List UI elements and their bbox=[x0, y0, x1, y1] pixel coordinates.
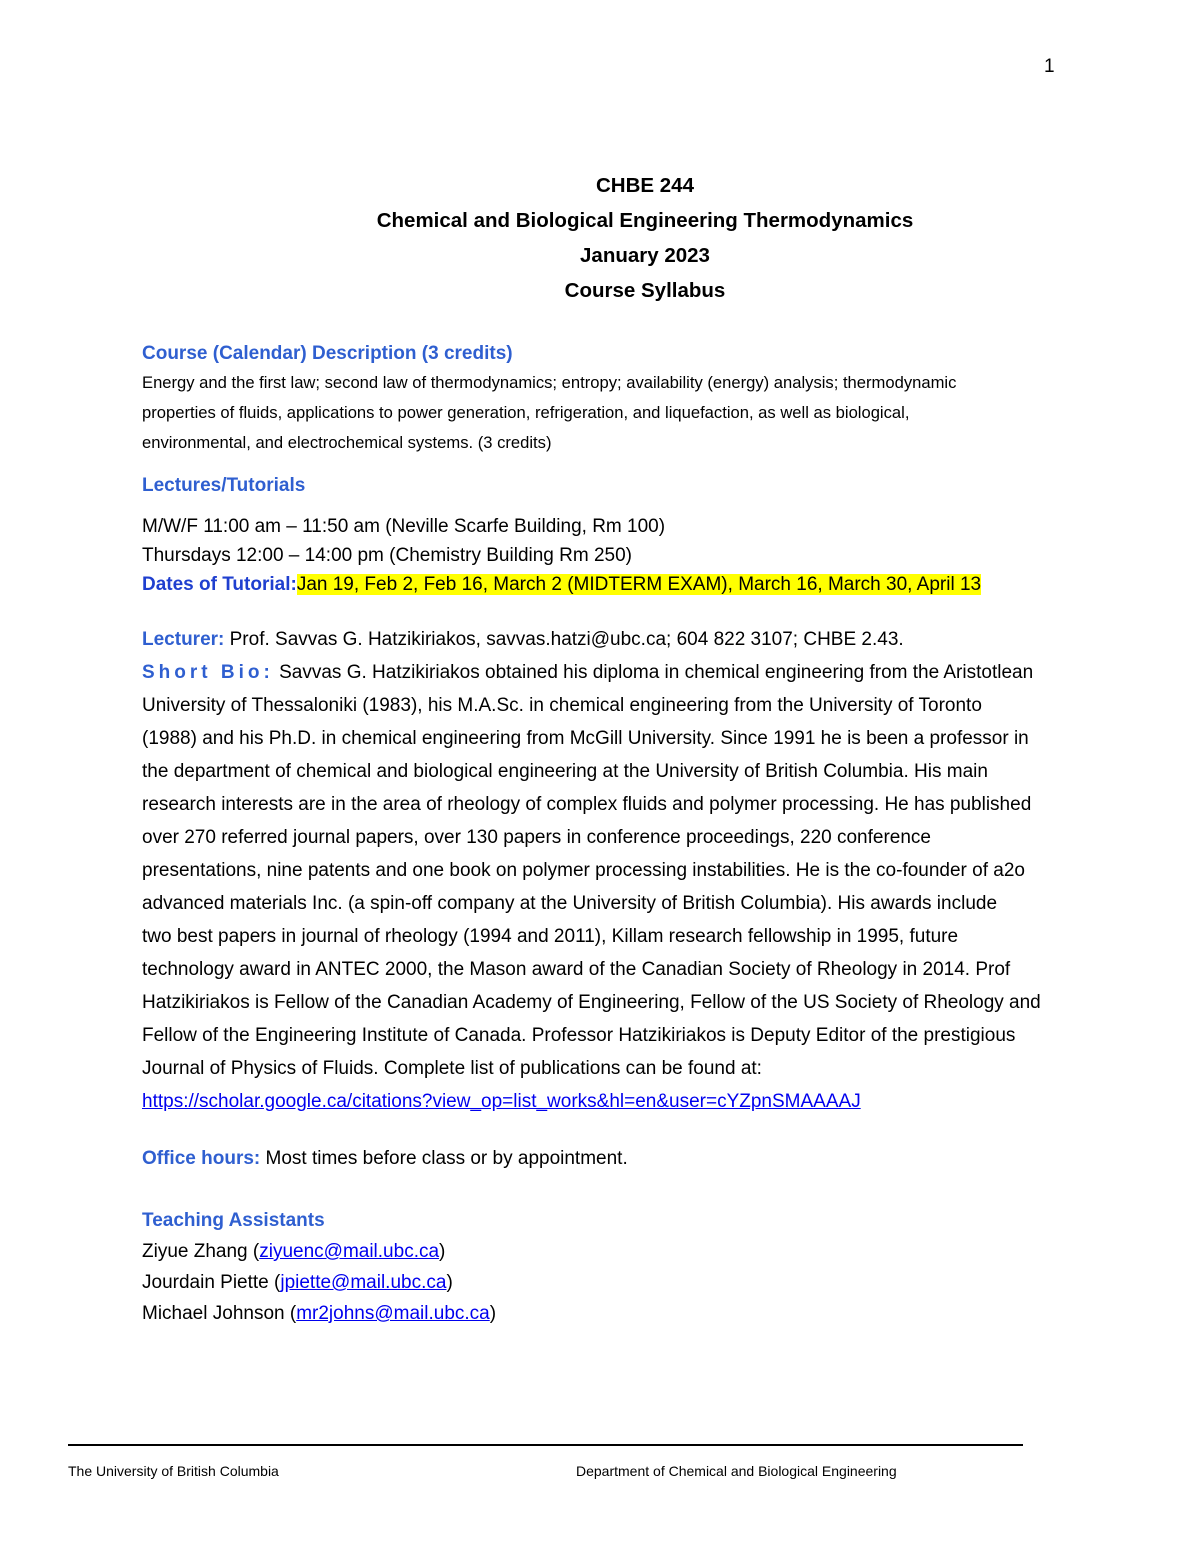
office-hours-label: Office hours: bbox=[142, 1148, 261, 1169]
bio-line: Journal of Physics of Fluids. Complete list of publications can be found at: bbox=[142, 1058, 762, 1079]
lecture-schedule bbox=[142, 512, 1162, 599]
document-type: Course Syllabus bbox=[564, 279, 726, 302]
bio-line: two best papers in journal of rheology (1994 and 2011), Killam research fellowship in 1995, future bbox=[142, 926, 959, 947]
footer-department: Department of Chemical and Biological Engineering bbox=[576, 1463, 897, 1479]
lecturer-line bbox=[142, 623, 1162, 656]
office-hours bbox=[142, 1144, 1162, 1174]
course-name: Chemical and Biological Engineering Thermodynamics bbox=[376, 209, 914, 232]
office-hours-text: Most times before class or by appointment. bbox=[260, 1148, 628, 1169]
course-description bbox=[142, 368, 1162, 458]
ta-name: Jourdain Piette ( bbox=[142, 1272, 281, 1293]
lecture-times: M/W/F 11:00 am – 11:50 am (Neville Scarfe Building, Rm 100) bbox=[142, 516, 666, 537]
lectures-heading: Lectures/Tutorials bbox=[142, 475, 306, 496]
ta-close-paren: ) bbox=[439, 1241, 446, 1262]
ta-close-paren: ) bbox=[446, 1272, 453, 1293]
bio-line: Fellow of the Engineering Institute of Canada. Professor Hatzikiriakos is Deputy Editor of the prestigious bbox=[142, 1025, 1016, 1046]
description-heading: Course (Calendar) Description (3 credits) bbox=[142, 343, 513, 364]
bio-text: Savvas G. Hatzikiriakos obtained his diploma in chemical engineering from the Aristotlean bbox=[273, 662, 1034, 683]
lecturer-label: Lecturer: bbox=[142, 629, 225, 650]
ta-close-paren: ) bbox=[489, 1303, 497, 1324]
description-line: environmental, and electrochemical systems. (3 credits) bbox=[142, 433, 552, 452]
ta-item bbox=[142, 1267, 1162, 1298]
course-term: January 2023 bbox=[580, 244, 710, 267]
short-bio-label: Short Bio: bbox=[142, 662, 274, 683]
lecturer-info: Prof. Savvas G. Hatzikiriakos, savvas.hatzi@ubc.ca; 604 822 3107; CHBE 2.43. bbox=[224, 629, 904, 650]
bio-line: (1988) and his Ph.D. in chemical engineering from McGill University. Since 1991 he is been a professor in bbox=[142, 728, 1029, 749]
footer-university: The University of British Columbia bbox=[68, 1463, 279, 1479]
bio-line: over 270 referred journal papers, over 130 papers in conference proceedings, 220 conference bbox=[142, 827, 932, 848]
bio-line: University of Thessaloniki (1983), his M.A.Sc. in chemical engineering from the University of Toronto bbox=[142, 695, 982, 716]
description-line: Energy and the first law; second law of thermodynamics; entropy; availability (energy) analysis; thermodynamic bbox=[142, 373, 957, 392]
tutorial-dates-line bbox=[142, 570, 1162, 599]
page-number: 1 bbox=[1044, 56, 1055, 77]
ta-name: Ziyue Zhang ( bbox=[142, 1241, 260, 1262]
ta-name: Michael Johnson ( bbox=[142, 1303, 297, 1324]
ta-email-link[interactable]: ziyuenc@mail.ubc.ca bbox=[259, 1241, 440, 1262]
ta-heading: Teaching Assistants bbox=[142, 1210, 325, 1231]
bio-line: Hatzikiriakos is Fellow of the Canadian Academy of Engineering, Fellow of the US Society of Rheology and bbox=[142, 992, 1041, 1013]
bio-line: presentations, nine patents and one book on polymer processing instabilities. He is the co-founder of a2o bbox=[142, 860, 1025, 881]
lecturer-section bbox=[142, 623, 1162, 1118]
scholar-link[interactable]: https://scholar.google.ca/citations?view_op=list_works&hl=en&user=cYZpnSMAAAAJ bbox=[142, 1091, 861, 1112]
title-block bbox=[0, 168, 1200, 308]
ta-item bbox=[142, 1236, 1162, 1267]
course-code: CHBE 244 bbox=[596, 174, 694, 197]
tutorial-times: Thursdays 12:00 – 14:00 pm (Chemistry Building Rm 250) bbox=[142, 545, 633, 566]
bio-line: technology award in ANTEC 2000, the Mason award of the Canadian Society of Rheology in 2014. Prof bbox=[142, 959, 1011, 980]
bio-line: research interests are in the area of rheology of complex fluids and polymer processing. He has published bbox=[142, 794, 1032, 815]
bio-first-line bbox=[142, 656, 1162, 689]
bio-line: advanced materials Inc. (a spin-off company at the University of British Columbia). His awards include bbox=[142, 893, 998, 914]
tutorial-dates-highlight: Jan 19, Feb 2, Feb 16, March 2 (MIDTERM EXAM), March 16, March 30, April 13 bbox=[296, 574, 982, 595]
ta-email-link[interactable]: mr2johns@mail.ubc.ca bbox=[296, 1303, 490, 1324]
ta-email-link[interactable]: jpiette@mail.ubc.ca bbox=[280, 1272, 447, 1293]
bio-line: the department of chemical and biological engineering at the University of British Columbia. His main bbox=[142, 761, 988, 782]
footer-rule bbox=[68, 1444, 1023, 1446]
teaching-assistants bbox=[142, 1205, 1162, 1329]
description-line: properties of fluids, applications to power generation, refrigeration, and liquefaction, as well as biological, bbox=[142, 403, 910, 422]
syllabus-content bbox=[142, 340, 1162, 1329]
ta-item bbox=[142, 1298, 1162, 1329]
tutorial-dates-label: Dates of Tutorial: bbox=[142, 574, 297, 595]
